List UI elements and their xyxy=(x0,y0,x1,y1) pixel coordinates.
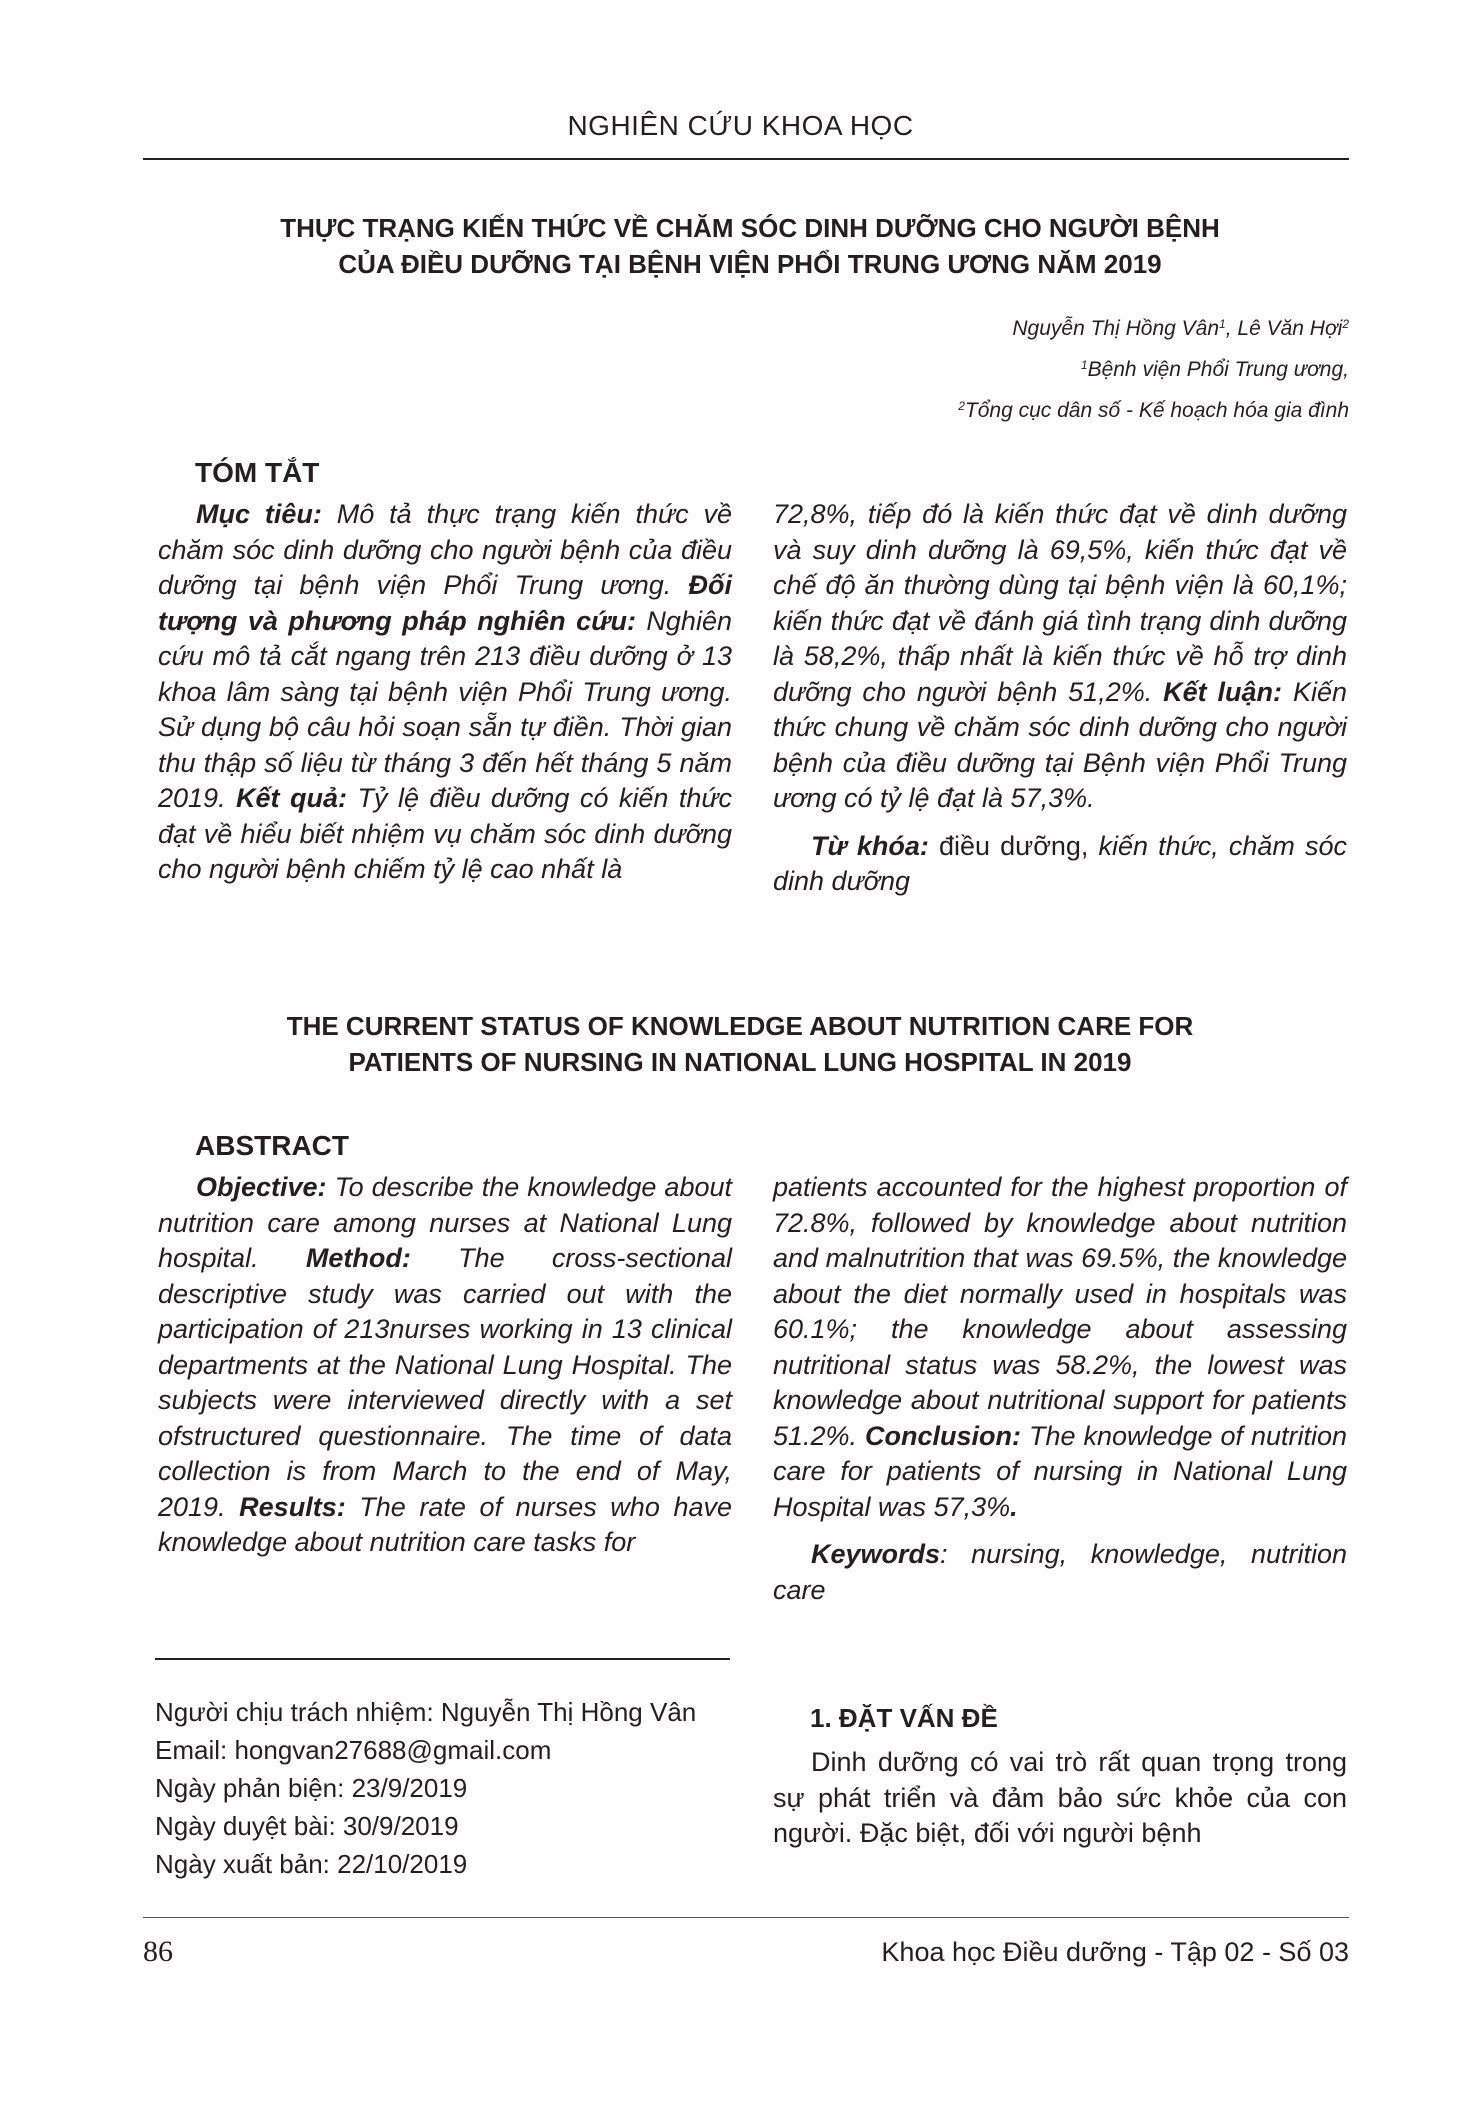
section1-text: Dinh dưỡng có vai trò rất quan trọng trong sự phát triển và đảm bảo sức khỏe của con người. Đặc biệt, đối với người bệnh xyxy=(773,1747,1347,1848)
title-en-line2: PATIENTS OF NURSING IN NATIONAL LUNG HOSPITAL IN 2019 xyxy=(348,1047,1132,1077)
correspondence-block xyxy=(155,1693,696,1883)
page-number: 86 xyxy=(143,1935,173,1968)
title-en-line1: THE CURRENT STATUS OF KNOWLEDGE ABOUT NUTRITION CARE FOR xyxy=(286,1011,1194,1041)
results-text-en-1: The rate of nurses who have knowledge about nutrition care tasks for xyxy=(158,1491,732,1557)
results-label-en: Results: xyxy=(239,1491,346,1522)
keywords-label-en: Keywords xyxy=(811,1539,941,1569)
author-1: Nguyễn Thị Hồng Vân xyxy=(1012,317,1220,340)
keywords-italic-vi: kiến thức, chăm sóc dinh dưỡng xyxy=(773,830,1347,896)
abstract-en-col1 xyxy=(158,1170,732,1561)
summary-heading: TÓM TẮT xyxy=(195,457,320,488)
objective-text-en: To describe the knowledge about nutrition care among nurses at National Lung hospital. xyxy=(158,1172,732,1273)
results-label-vi: Kết quả: xyxy=(236,783,348,813)
method-text-vi: Nghiên cứu mô tả cắt ngang trên 213 điều dưỡng ở 13 khoa lâm sàng tại bệnh viện Phổi Trung ương. Sử dụng bộ câu hỏi soạn sẵn tự điền. Thời gian thu thập số liệu từ tháng 3 đến hết tháng 5 năm 2019. xyxy=(158,605,732,813)
aff2-text: Tổng cục dân số - Kế hoạch hóa gia đình xyxy=(964,399,1349,422)
objective-label-vi: Mục tiêu: xyxy=(196,499,322,529)
summary-vi-col2 xyxy=(773,497,1347,900)
email: Email: hongvan27688@gmail.com xyxy=(155,1735,552,1765)
aff2-sup: 2 xyxy=(958,399,965,413)
author-block xyxy=(958,306,1349,429)
objective-label-en: Objective: xyxy=(196,1172,327,1202)
section1-heading: 1. ĐẶT VẤN ĐỀ xyxy=(810,1703,998,1733)
aff1-sup: 1 xyxy=(1080,358,1088,372)
abstract-en-col2 xyxy=(773,1170,1347,1608)
approval-date: Ngày duyệt bài: 30/9/2019 xyxy=(155,1811,459,1841)
conclusion-text-en-b: knowledge of nutrition care for patients of nursing in National Lung Hospital was 57,3% xyxy=(773,1420,1348,1522)
responsible-person: Người chịu trách nhiệm: Nguyễn Thị Hồng Vân xyxy=(155,1697,697,1727)
keywords-text-en: : nursing, knowledge, nutrition care xyxy=(773,1539,1347,1605)
section-header: NGHIÊN CỨU KHOA HỌC xyxy=(567,110,914,141)
section1-body xyxy=(773,1745,1347,1852)
author-names xyxy=(958,306,1349,347)
article-title-en xyxy=(180,1008,1300,1080)
keywords-label-vi: Từ khóa: xyxy=(811,830,929,861)
results-text-en-2: patients accounted for the highest proportion of 72.8%, followed by knowledge about nutrition and malnutrition that was 69.5%, the knowledge about the diet normally used in hospitals was 60.1%; the knowledge about assessing nutritional status was 58.2%, the lowest was knowledge about nutritional support for patients 51.2%. xyxy=(773,1172,1347,1451)
footnote-rule xyxy=(155,1658,730,1660)
method-text-en: The cross-sectional descriptive study was carried out with the participation of 213nurses working in 13 clinical departments at the National Lung Hospital. The subjects were interviewed directly with a set ofstructured questionnaire. The time of data collection is from March to the end of May, 2019. xyxy=(158,1243,732,1522)
journal-info: Khoa học Điều dưỡng - Tập 02 - Số 03 xyxy=(881,1937,1349,1967)
conclusion-label-en: Conclusion: xyxy=(865,1420,1022,1451)
author-1-sup: 1 xyxy=(1219,317,1226,331)
summary-vi-col1 xyxy=(158,497,732,888)
title-vi-line1: THỰC TRẠNG KIẾN THỨC VỀ CHĂM SÓC DINH DƯỠNG CHO NGƯỜI BỆNH xyxy=(280,213,1220,243)
aff1-text: Bệnh viện Phổi Trung ương, xyxy=(1087,358,1349,381)
objective-text-vi: Mô tả thực trạng kiến thức về chăm sóc dinh dưỡng cho người bệnh của điều dưỡng tại bệnh viện Phổi Trung ương. xyxy=(158,499,732,600)
method-label-vi: Đối tượng và phương pháp nghiên cứu: xyxy=(158,570,732,636)
keywords-plain-vi: điều dưỡng, xyxy=(928,830,1099,861)
conclusion-label-vi: Kết luận: xyxy=(1163,676,1283,707)
conclusion-end-en: . xyxy=(1010,1491,1018,1522)
header-rule xyxy=(143,158,1349,160)
article-title-vi xyxy=(150,210,1350,282)
review-date: Ngày phản biện: 23/9/2019 xyxy=(155,1773,468,1803)
affiliation-1 xyxy=(958,347,1349,388)
affiliation-2 xyxy=(958,388,1349,429)
author-2: , Lê Văn Hợi xyxy=(1225,317,1343,340)
results-text-vi-2: 72,8%, tiếp đó là kiến thức đạt về dinh dưỡng và suy dinh dưỡng là 69,5%, kiến thức đạt về chế độ ăn thường dùng tại bệnh viện là 60,1%; kiến thức đạt về đánh giá tình trạng dinh dưỡng là 58,2%, thấp nhất là kiến thức về hỗ trợ dinh dưỡng cho người bệnh 51,2%. xyxy=(773,499,1347,707)
author-2-sup: 2 xyxy=(1342,317,1349,331)
abstract-heading: ABSTRACT xyxy=(195,1130,349,1161)
publish-date: Ngày xuất bản: 22/10/2019 xyxy=(155,1849,468,1879)
title-vi-line2: CỦA ĐIỀU DƯỠNG TẠI BỆNH VIỆN PHỔI TRUNG ƯƠNG NĂM 2019 xyxy=(338,249,1162,279)
footer-rule xyxy=(143,1917,1349,1918)
conclusion-text-vi: Kiến thức chung về chăm sóc dinh dưỡng cho người bệnh của điều dưỡng tại Bệnh viện Phổi Trung ương có tỷ lệ đạt là 57,3%. xyxy=(773,676,1347,813)
method-label-en: Method: xyxy=(305,1243,411,1273)
conclusion-text-en-a: The xyxy=(1021,1420,1084,1451)
results-text-vi-1: Tỷ lệ điều dưỡng có kiến thức đạt về hiểu biết nhiệm vụ chăm sóc dinh dưỡng cho người bệnh chiếm tỷ lệ cao nhất là xyxy=(158,783,732,884)
